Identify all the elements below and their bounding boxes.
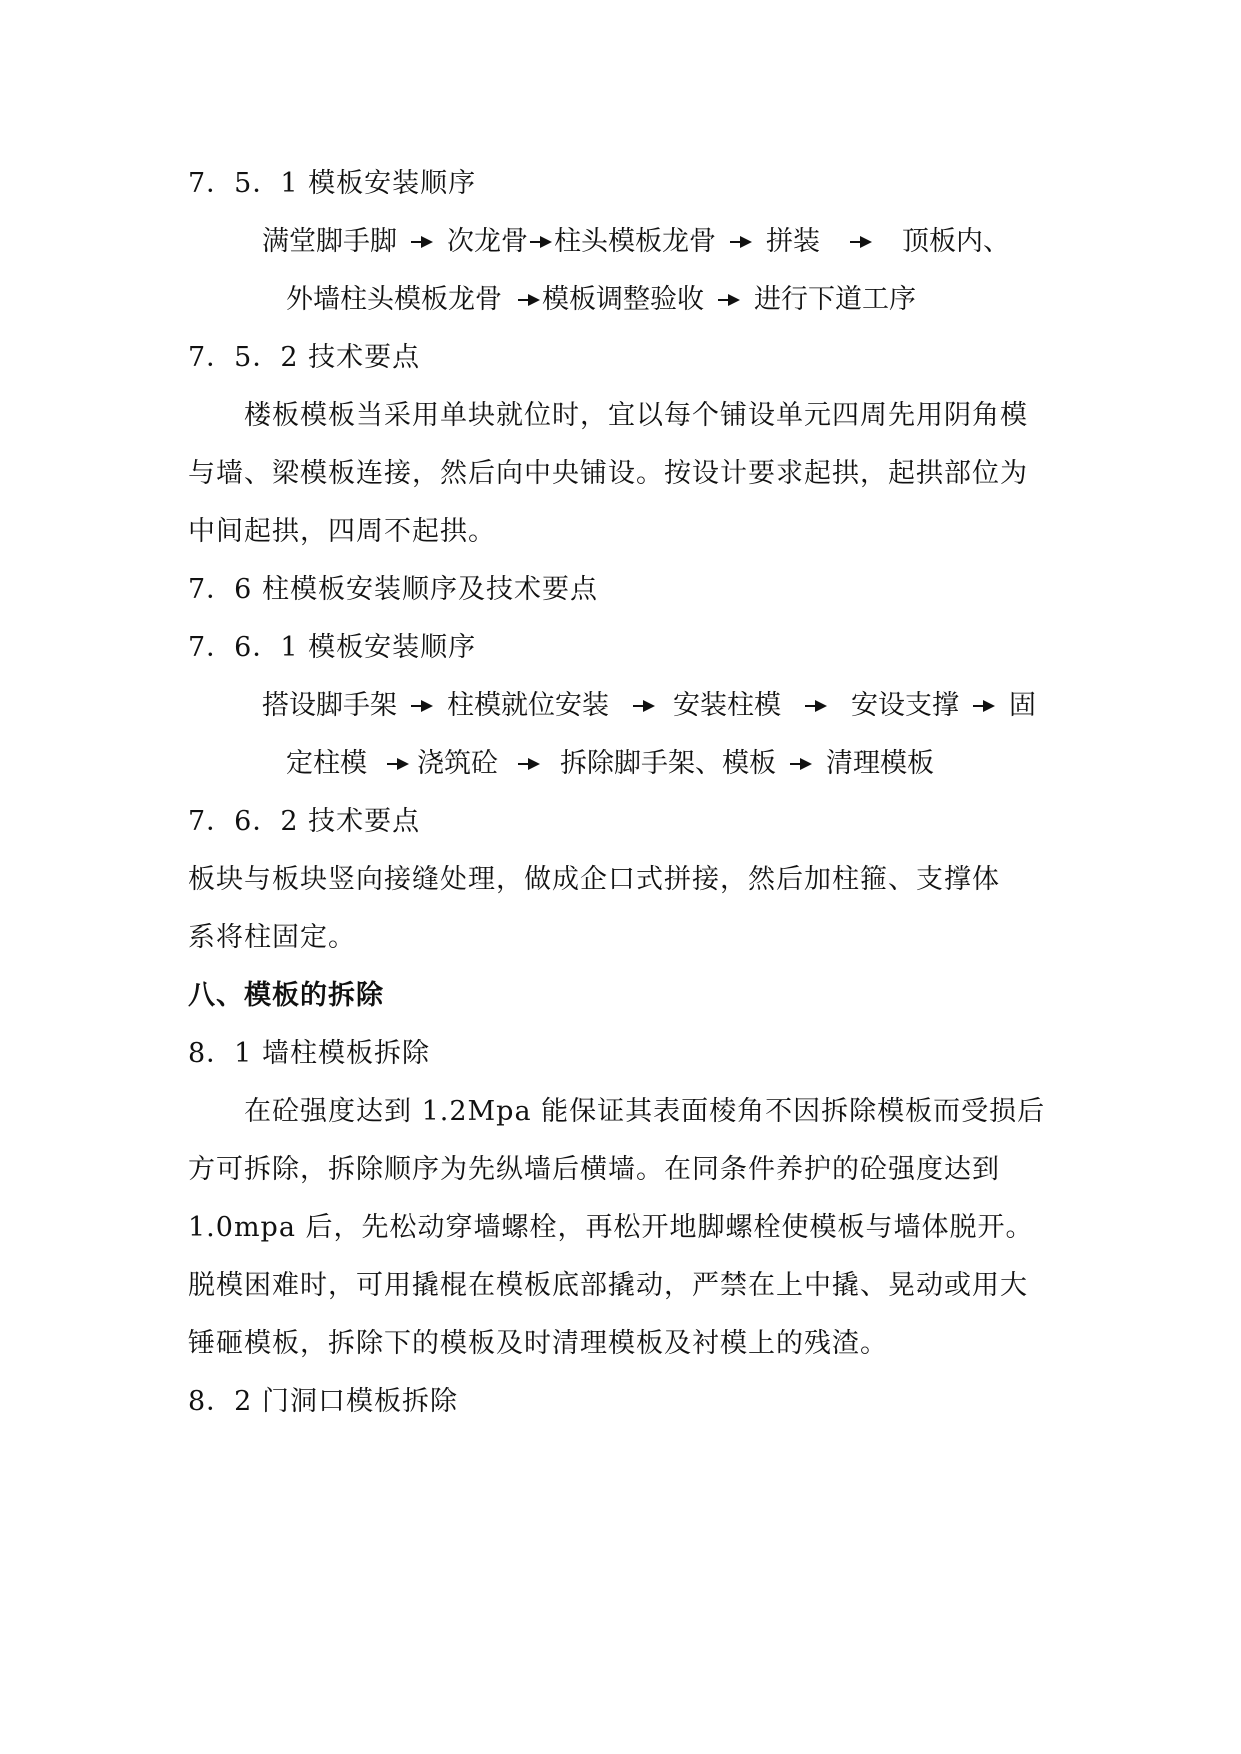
chapter-8-heading: 八、模板的拆除 [188, 980, 384, 1011]
flow-step: 拼装 [766, 226, 820, 257]
column-sequence-flow-1 [262, 686, 1036, 726]
paragraph-line: 在砼强度达到 1.2Mpa 能保证其表面棱角不因拆除模板而受损后 [244, 1096, 1046, 1127]
paragraph-line: 方可拆除，拆除顺序为先纵墙后横墙。在同条件养护的砼强度达到 [188, 1154, 1000, 1185]
install-sequence-flow-1 [262, 222, 1010, 262]
flow-step: 外墙柱头模板龙骨 [286, 284, 502, 315]
flow-step: 柱模就位安装 [447, 690, 609, 721]
flow-step: 满堂脚手脚 [262, 226, 397, 257]
arrow-right-icon [973, 696, 995, 716]
flow-step: 次龙骨 [447, 226, 528, 257]
flow-step: 顶板内、 [902, 226, 1010, 257]
arrow-right-icon [530, 232, 552, 252]
section-7-5-2-title: 7．5．2 技术要点 [188, 342, 421, 373]
flow-step: 柱头模板龙骨 [554, 226, 716, 257]
flow-step: 搭设脚手架 [262, 690, 397, 721]
section-7-5-1-title: 7．5．1 模板安装顺序 [188, 168, 477, 199]
flow-step: 模板调整验收 [542, 284, 704, 315]
column-sequence-flow-2 [286, 744, 934, 784]
paragraph-line: 脱模困难时，可用撬棍在模板底部撬动，严禁在上中撬、晃动或用大 [188, 1270, 1028, 1301]
section-7-6-2-title: 7．6．2 技术要点 [188, 806, 421, 837]
arrow-right-icon [730, 232, 752, 252]
paragraph-line: 板块与板块竖向接缝处理，做成企口式拼接，然后加柱箍、支撑体 [188, 864, 1000, 895]
paragraph-line: 1.0mpa 后，先松动穿墙螺栓，再松开地脚螺栓使模板与墙体脱开。 [188, 1212, 1034, 1243]
paragraph-line: 中间起拱，四周不起拱。 [188, 516, 496, 547]
flow-step: 清理模板 [826, 748, 934, 779]
flow-step: 拆除脚手架、模板 [560, 748, 776, 779]
paragraph-line: 楼板模板当采用单块就位时，宜以每个铺设单元四周先用阴角模 [244, 400, 1028, 431]
paragraph-line: 与墙、梁模板连接，然后向中央铺设。按设计要求起拱，起拱部位为 [188, 458, 1028, 489]
arrow-right-icon [850, 232, 872, 252]
flow-step: 安装柱模 [673, 690, 781, 721]
section-7-6-title: 7．6 柱模板安装顺序及技术要点 [188, 574, 598, 605]
arrow-right-icon [633, 696, 655, 716]
arrow-right-icon [411, 696, 433, 716]
flow-step: 进行下道工序 [754, 284, 916, 315]
arrow-right-icon [805, 696, 827, 716]
paragraph-line: 系将柱固定。 [188, 922, 356, 953]
arrow-right-icon [518, 754, 540, 774]
paragraph-line: 锤砸模板，拆除下的模板及时清理模板及衬模上的残渣。 [188, 1328, 888, 1359]
arrow-right-icon [790, 754, 812, 774]
arrow-right-icon [518, 290, 540, 310]
section-7-6-1-title: 7．6．1 模板安装顺序 [188, 632, 477, 663]
flow-step: 固 [1009, 690, 1036, 721]
flow-step: 安设支撑 [851, 690, 959, 721]
flow-step: 浇筑砼 [417, 748, 498, 779]
arrow-right-icon [411, 232, 433, 252]
flow-step: 定柱模 [286, 748, 367, 779]
arrow-right-icon [718, 290, 740, 310]
arrow-right-icon [387, 754, 409, 774]
section-8-2-title: 8．2 门洞口模板拆除 [188, 1386, 458, 1417]
install-sequence-flow-2 [286, 280, 916, 320]
section-8-1-title: 8．1 墙柱模板拆除 [188, 1038, 430, 1069]
